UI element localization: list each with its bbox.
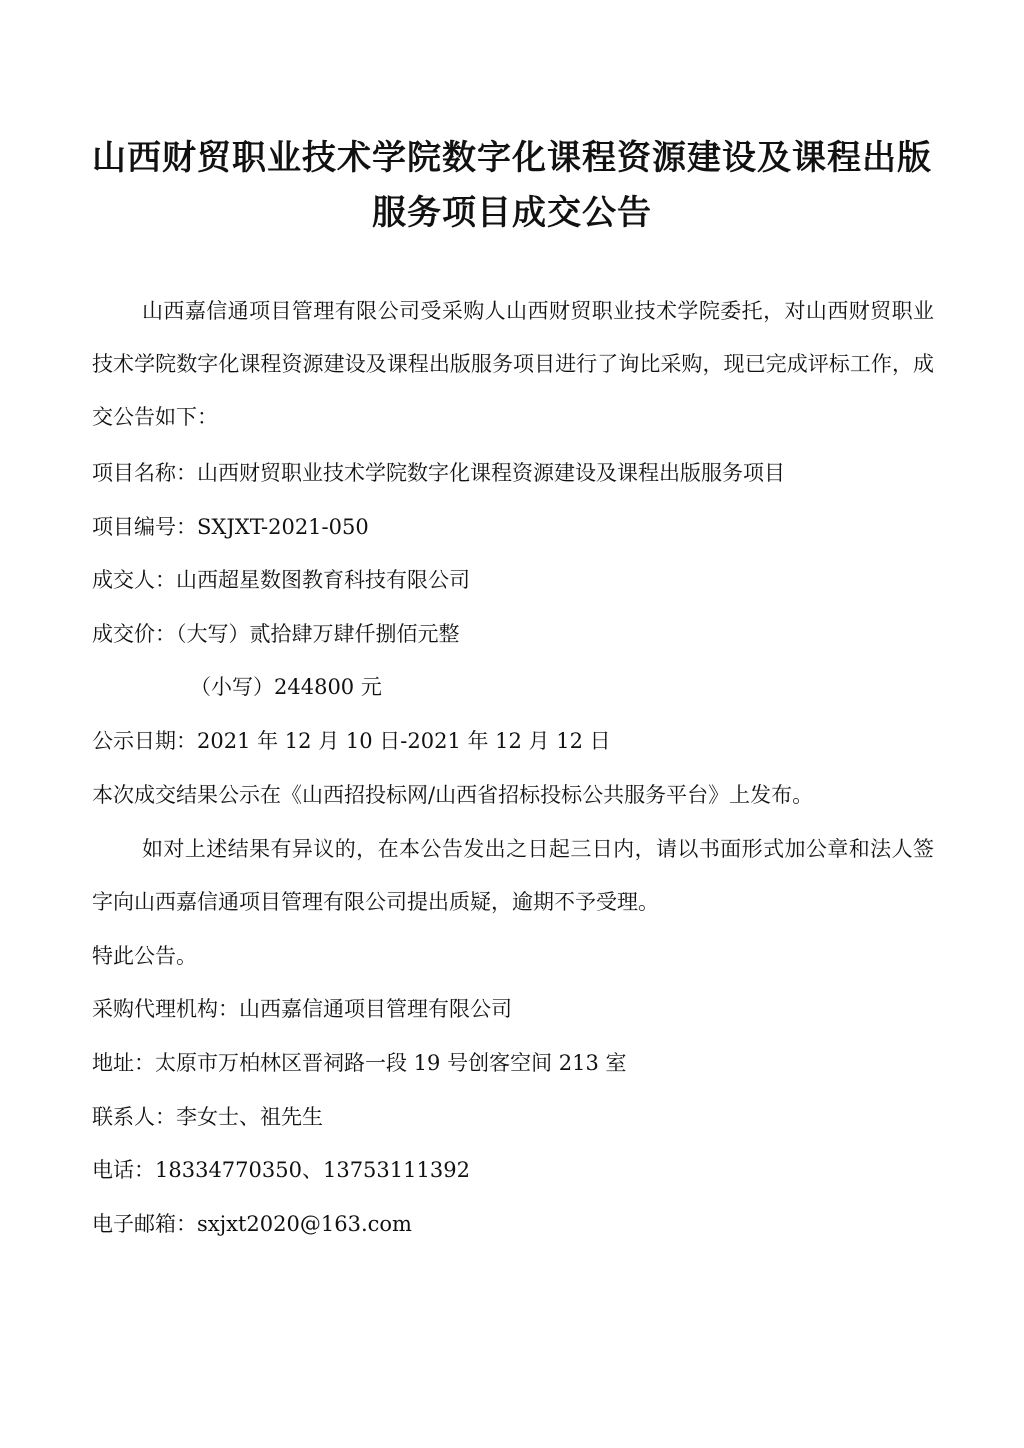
price-upper: （大写）贰拾肆万肆仟捌佰元整: [176, 622, 460, 646]
contact-value: 李女士、祖先生: [176, 1105, 323, 1129]
document-title-line-2: 服务项目成交公告: [372, 193, 652, 233]
price-label: 成交价：: [92, 622, 176, 646]
intro-paragraph: 山西嘉信通项目管理有限公司受采购人山西财贸职业技术学院委托，对山西财贸职业技术学院数字化课程资源建设及课程出版服务项目进行了询比采购，现已完成评标工作，成交公告如下：: [92, 299, 934, 429]
project-no-row: [92, 512, 952, 542]
contact-label: 联系人：: [92, 1105, 176, 1129]
agency-value: 山西嘉信通项目管理有限公司: [239, 997, 512, 1021]
price-lower: （小写）244800 元: [190, 675, 382, 699]
email-row: [92, 1209, 952, 1239]
address-value: 太原市万柏林区晋祠路一段 19 号创客空间 213 室: [155, 1051, 627, 1075]
email-label: 电子邮箱：: [92, 1212, 197, 1236]
publicity-date-row: [92, 726, 952, 756]
phone-label: 电话：: [92, 1158, 155, 1182]
project-no-value: SXJXT-2021-050: [197, 515, 369, 539]
contact-row: [92, 1102, 952, 1132]
objection-paragraph: 如对上述结果有异议的，在本公告发出之日起三日内，请以书面形式加公章和法人签字向山西嘉信通项目管理有限公司提出质疑，逾期不予受理。: [92, 837, 934, 914]
closing-text: 特此公告。: [92, 944, 197, 968]
winner-label: 成交人：: [92, 568, 176, 592]
phone-row: [92, 1155, 952, 1185]
publish-note: 本次成交结果公示在《山西招投标网/山西省招标投标公共服务平台》上发布。: [92, 783, 814, 807]
project-name-row: [92, 458, 952, 488]
address-label: 地址：: [92, 1051, 155, 1075]
price-lower-row: [190, 672, 1024, 702]
publicity-date-label: 公示日期：: [92, 729, 197, 753]
project-name-value: 山西财贸职业技术学院数字化课程资源建设及课程出版服务项目: [197, 461, 785, 485]
agency-row: [92, 994, 952, 1024]
publicity-date-value: 2021 年 12 月 10 日-2021 年 12 月 12 日: [197, 729, 611, 753]
winner-row: [92, 565, 952, 595]
document-title-line-1: 山西财贸职业技术学院数字化课程资源建设及课程出版: [92, 138, 932, 178]
winner-value: 山西超星数图教育科技有限公司: [176, 568, 470, 592]
agency-label: 采购代理机构：: [92, 997, 239, 1021]
price-row: [92, 619, 952, 649]
phone-value: 18334770350、13753111392: [155, 1158, 470, 1182]
project-name-label: 项目名称：: [92, 461, 197, 485]
email-value: sxjxt2020@163.com: [197, 1212, 412, 1236]
address-row: [92, 1048, 952, 1078]
project-no-label: 项目编号：: [92, 515, 197, 539]
